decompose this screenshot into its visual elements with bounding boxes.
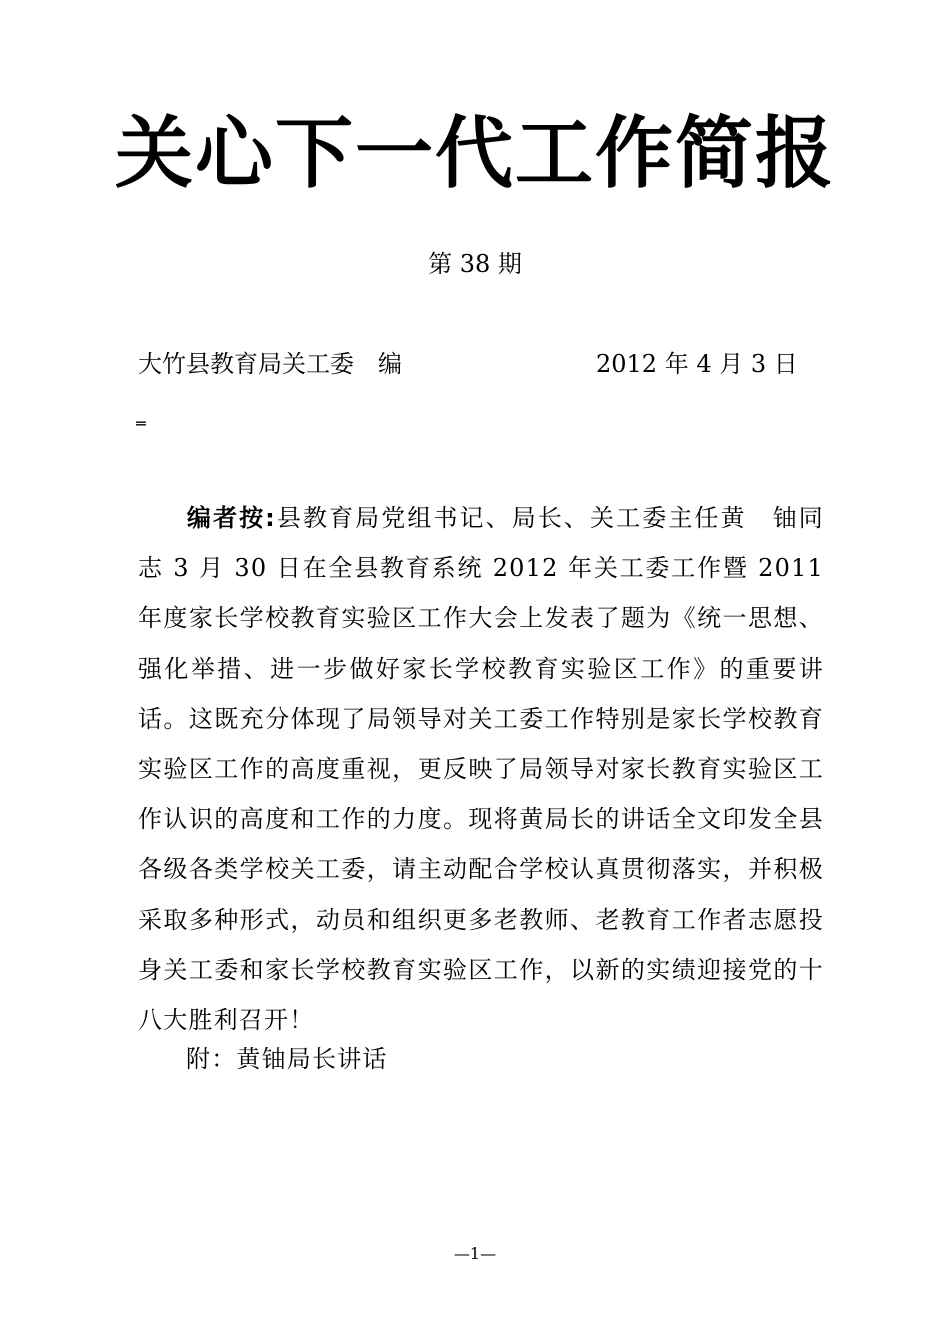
page-number: —1— [453,1244,497,1263]
editor-name: 大竹县教育局关工委 编 [138,350,402,378]
bulletin-title: 关心下一代工作简报 [114,109,835,199]
separator-mark: ═ [136,414,146,433]
editor-note [138,493,824,1045]
appendix-line: 附：黄铀局长讲话 [186,1045,388,1073]
publish-date: 2012 年 4 月 3 日 [596,350,798,378]
editor-note-text: 县教育局党组书记、局长、关工委主任黄 铀同志 3 月 30 日在全县教育系统 2012 年关工委工作暨 2011 年度家长学校教育实验区工作大会上发表了题为《统一思想、强化举措、进一步做好家长学校教育实验区工作》的重要讲话。这既充分体现了局领导对关工委工作特别是家长学校教育实验区工作的高度重视，更反映了局领导对家长教育实验区工作认识的高度和工作的力度。现将黄局长的讲话全文印发全县各级各类学校关工委，请主动配合学校认真贯彻落实，并积极采取多种形式，动员和组织更多老教师、老教育工作者志愿投身关工委和家长学校教育实验区工作，以新的实绩迎接党的十八大胜利召开！ [138,504,824,1035]
editor-note-lead: 编者按: [186,504,276,532]
issue-number: 第 38 期 [428,250,522,278]
